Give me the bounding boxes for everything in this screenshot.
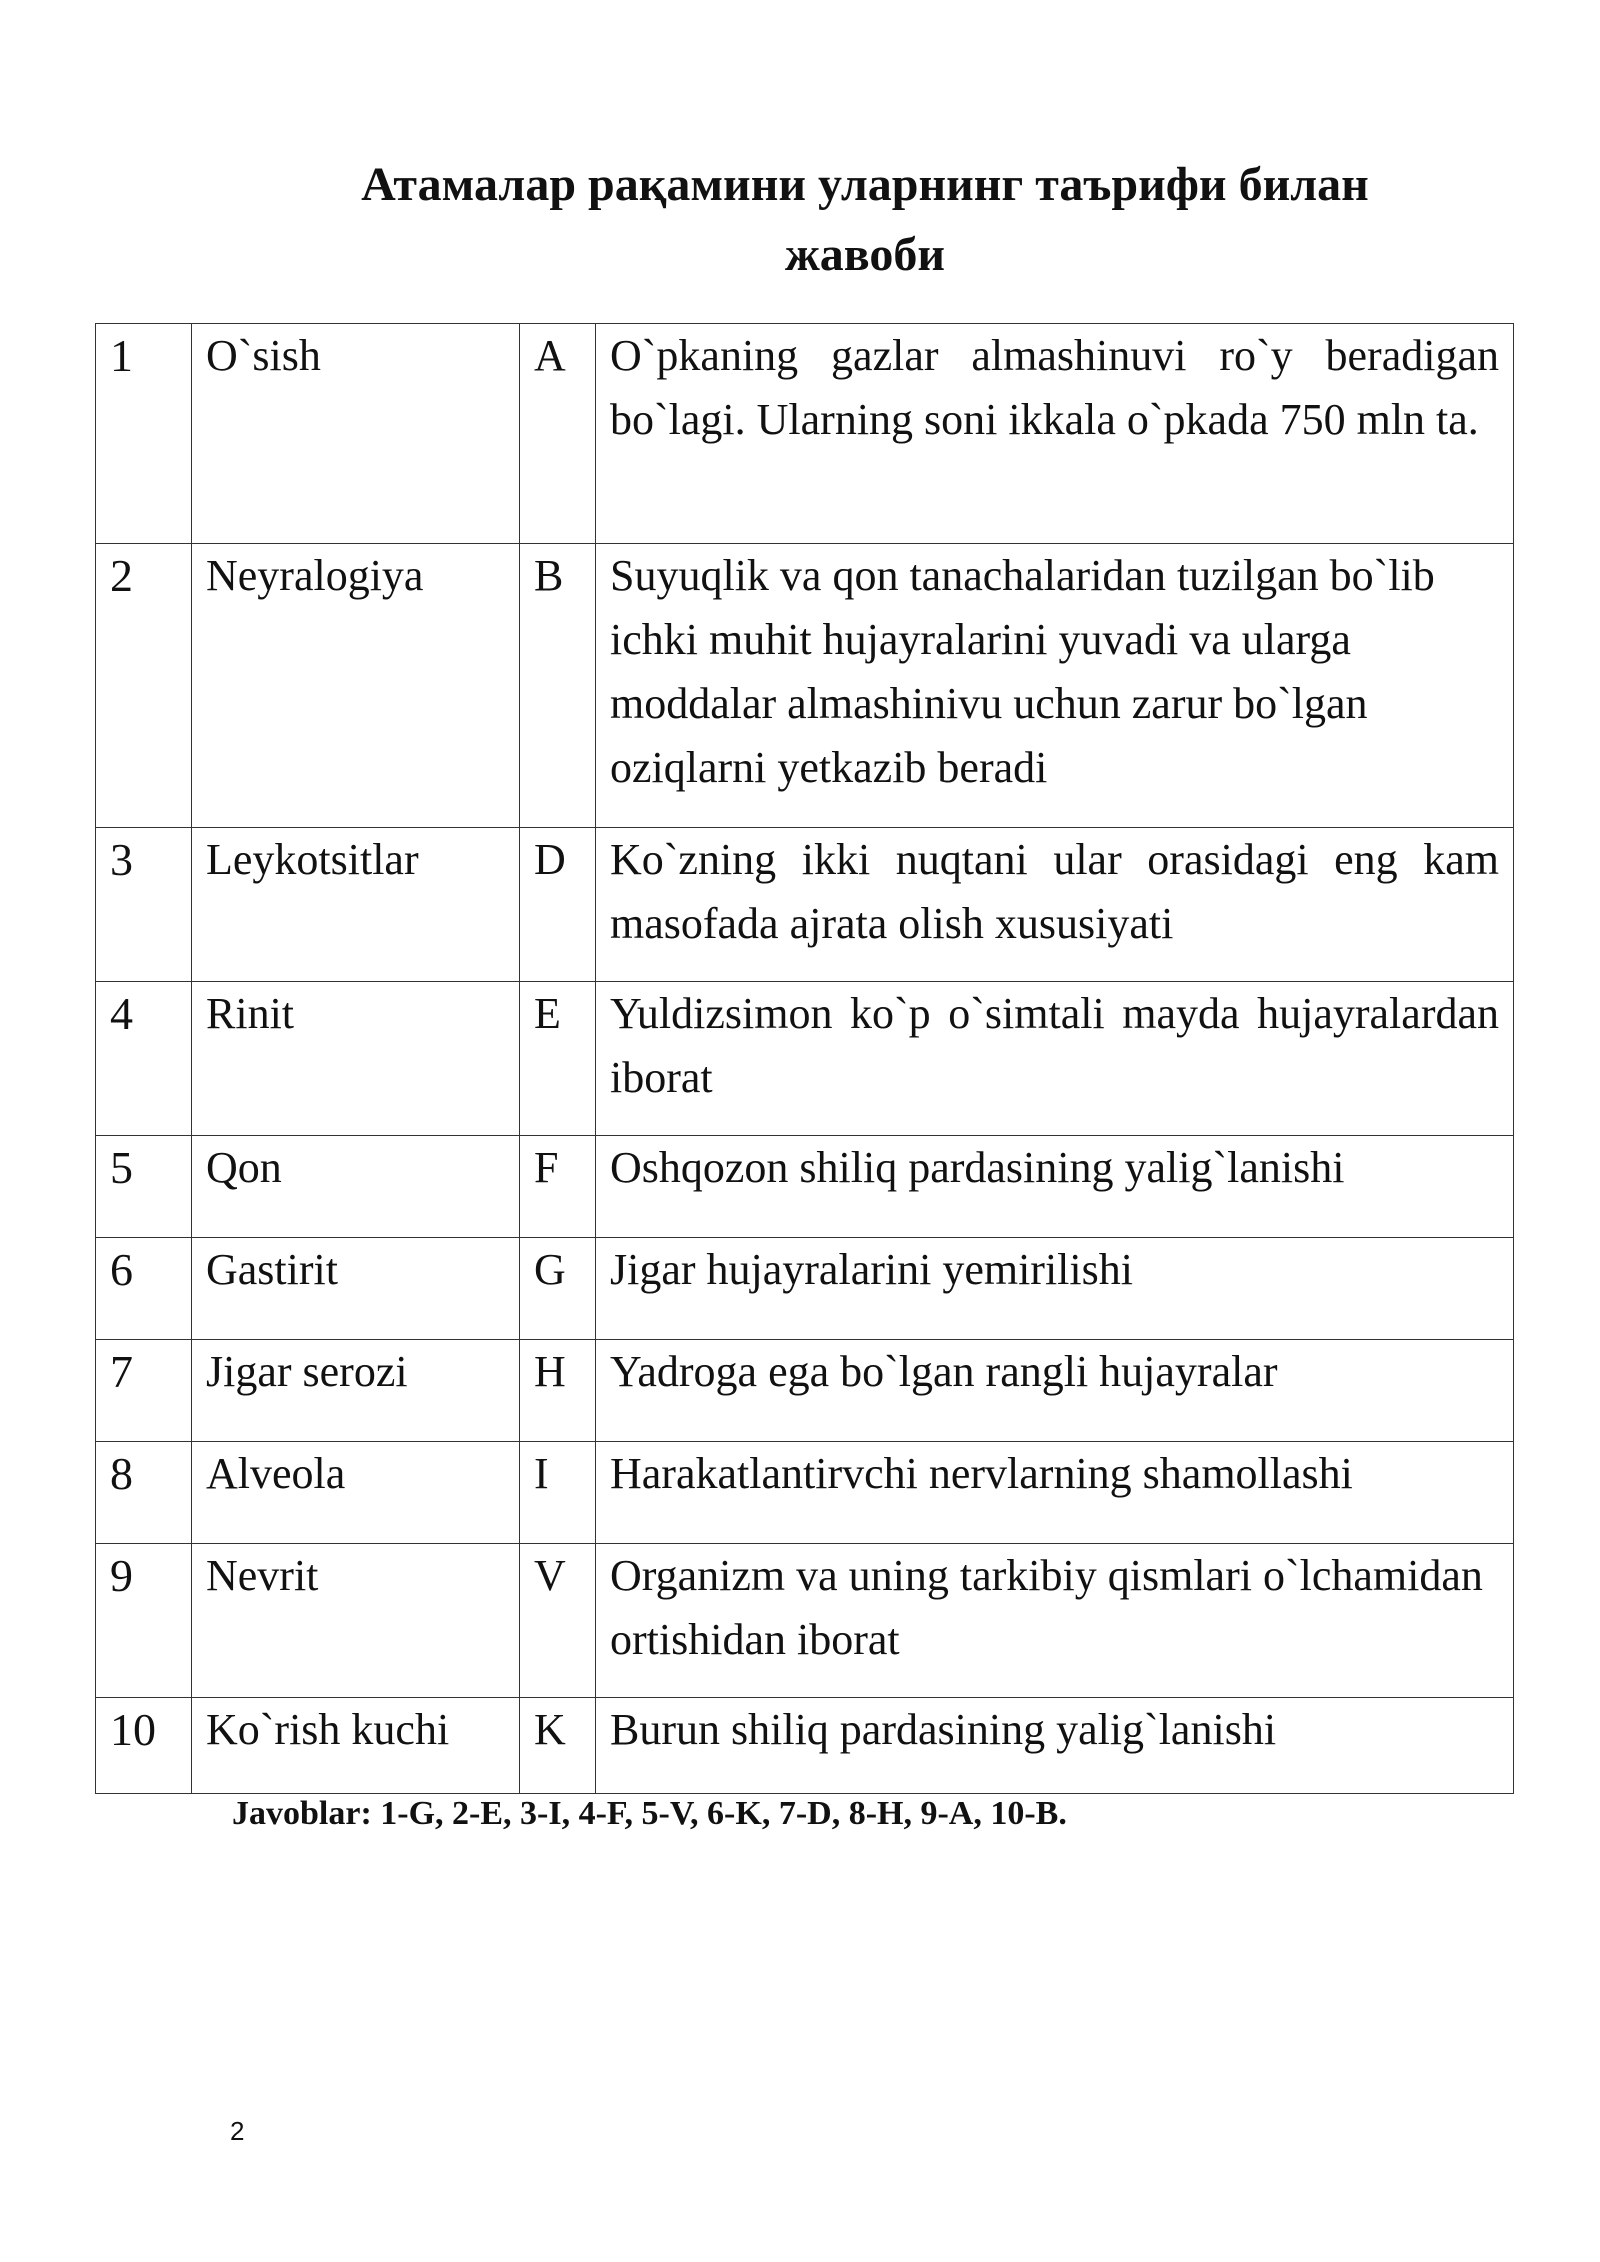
letter-cell: F <box>520 1136 596 1238</box>
definition-cell: Yuldizsimon ko`p o`simtali mayda hujayralardan iborat <box>596 982 1514 1136</box>
table-row <box>96 1698 1514 1794</box>
row-number: 6 <box>96 1238 192 1340</box>
page-number: 2 <box>230 2116 245 2146</box>
table-row <box>96 1136 1514 1238</box>
row-number: 5 <box>96 1136 192 1238</box>
definition-cell: Suyuqlik va qon tanachalaridan tuzilgan bo`lib ichki muhit hujayralarini yuvadi va ularga moddalar almashinivu uchun zarur bo`lgan oziqlarni yetkazib beradi <box>596 544 1514 828</box>
term-cell: O`sish <box>192 324 520 544</box>
answer-key: Javoblar: 1-G, 2-E, 3-I, 4-F, 5-V, 6-K, 7-D, 8-H, 9-A, 10-B. <box>232 1795 1067 1832</box>
letter-cell: H <box>520 1340 596 1442</box>
row-number: 3 <box>96 828 192 982</box>
row-number: 7 <box>96 1340 192 1442</box>
letter-cell: V <box>520 1544 596 1698</box>
definition-cell: Jigar hujayralarini yemirilishi <box>596 1238 1514 1340</box>
row-number: 4 <box>96 982 192 1136</box>
row-number: 2 <box>96 544 192 828</box>
definition-cell: Burun shiliq pardasining yalig`lanishi <box>596 1698 1514 1794</box>
term-cell: Rinit <box>192 982 520 1136</box>
table-row <box>96 1238 1514 1340</box>
term-cell: Alveola <box>192 1442 520 1544</box>
row-number: 8 <box>96 1442 192 1544</box>
table-row <box>96 544 1514 828</box>
term-cell: Qon <box>192 1136 520 1238</box>
definition-cell: Organizm va uning tarkibiy qismlari o`lchamidan ortishidan iborat <box>596 1544 1514 1698</box>
term-cell: Leykotsitlar <box>192 828 520 982</box>
table-row <box>96 1442 1514 1544</box>
table-row <box>96 982 1514 1136</box>
letter-cell: E <box>520 982 596 1136</box>
definition-cell: O`pkaning gazlar almashinuvi ro`y beradigan bo`lagi. Ularning soni ikkala o`pkada 750 mln ta. <box>596 324 1514 544</box>
table-row <box>96 1340 1514 1442</box>
term-cell: Gastirit <box>192 1238 520 1340</box>
letter-cell: D <box>520 828 596 982</box>
term-cell: Neyralogiya <box>192 544 520 828</box>
term-cell: Ko`rish kuchi <box>192 1698 520 1794</box>
table-row <box>96 324 1514 544</box>
letter-cell: I <box>520 1442 596 1544</box>
row-number: 9 <box>96 1544 192 1698</box>
page-title-line-2: жавоби <box>784 228 946 281</box>
letter-cell: A <box>520 324 596 544</box>
term-cell: Jigar serozi <box>192 1340 520 1442</box>
term-cell: Nevrit <box>192 1544 520 1698</box>
row-number: 1 <box>96 324 192 544</box>
row-number: 10 <box>96 1698 192 1794</box>
definition-cell: Harakatlantirvchi nervlarning shamollashi <box>596 1442 1514 1544</box>
definition-cell: Oshqozon shiliq pardasining yalig`lanishi <box>596 1136 1514 1238</box>
definition-cell: Ko`zning ikki nuqtani ular orasidagi eng kam masofada ajrata olish xususiyati <box>596 828 1514 982</box>
letter-cell: B <box>520 544 596 828</box>
letter-cell: G <box>520 1238 596 1340</box>
table-row <box>96 828 1514 982</box>
page-title <box>160 150 1570 290</box>
letter-cell: K <box>520 1698 596 1794</box>
matching-table <box>95 323 1514 1794</box>
page-title-line-1: Атамалар рақамини уларнинг таърифи билан <box>361 158 1369 211</box>
table-row <box>96 1544 1514 1698</box>
definition-cell: Yadroga ega bo`lgan rangli hujayralar <box>596 1340 1514 1442</box>
